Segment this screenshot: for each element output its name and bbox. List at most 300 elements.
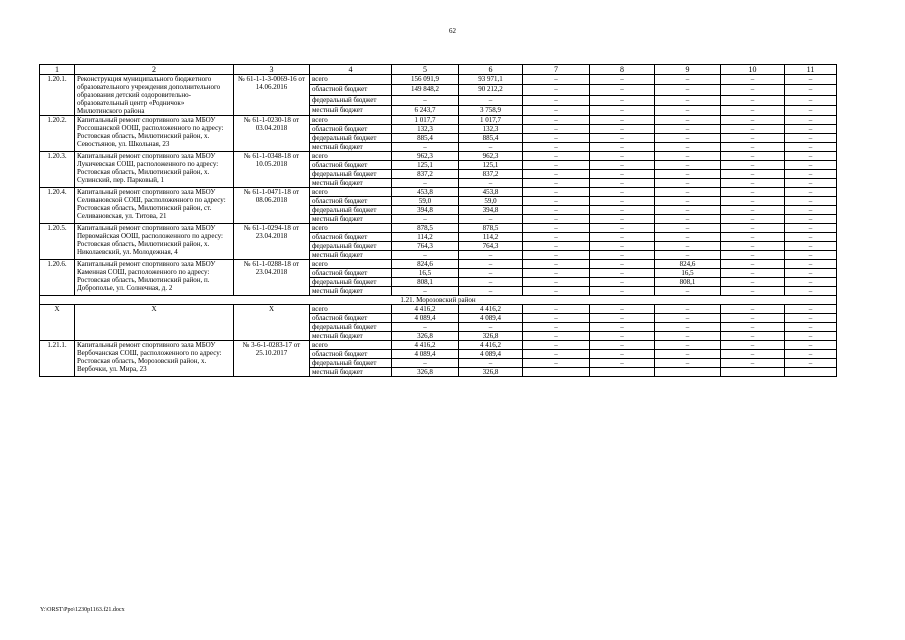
value-cell: –: [590, 152, 655, 161]
value-cell: –: [655, 305, 721, 314]
value-cell: 4 416,2: [392, 305, 459, 314]
value-cell: –: [785, 350, 837, 359]
value-cell: 4 089,4: [392, 350, 459, 359]
value-cell: –: [590, 215, 655, 224]
value-cell: –: [785, 170, 837, 179]
value-cell: 962,3: [459, 152, 523, 161]
item-number: 1.20.3.: [40, 152, 75, 188]
value-cell: –: [459, 95, 523, 105]
value-cell: 4 416,2: [459, 305, 523, 314]
value-cell: 90 212,2: [459, 85, 523, 95]
value-cell: –: [655, 116, 721, 125]
funding-source: местный бюджет: [310, 179, 392, 188]
value-cell: –: [523, 332, 590, 341]
value-cell: –: [655, 85, 721, 95]
value-cell: –: [459, 359, 523, 368]
value-cell: –: [523, 251, 590, 260]
value-cell: –: [721, 170, 785, 179]
value-cell: –: [590, 125, 655, 134]
value-cell: [590, 368, 655, 377]
value-cell: –: [785, 179, 837, 188]
column-header: 1: [40, 65, 75, 75]
value-cell: –: [590, 341, 655, 350]
value-cell: –: [590, 134, 655, 143]
value-cell: –: [655, 170, 721, 179]
value-cell: –: [392, 359, 459, 368]
value-cell: 326,8: [392, 368, 459, 377]
value-cell: –: [721, 359, 785, 368]
value-cell: –: [785, 278, 837, 287]
funding-source: федеральный бюджет: [310, 206, 392, 215]
column-header: 8: [590, 65, 655, 75]
funding-source: федеральный бюджет: [310, 323, 392, 332]
value-cell: –: [523, 287, 590, 296]
value-cell: –: [459, 179, 523, 188]
value-cell: –: [655, 224, 721, 233]
column-header: 6: [459, 65, 523, 75]
value-cell: –: [785, 323, 837, 332]
value-cell: –: [392, 143, 459, 152]
value-cell: –: [655, 314, 721, 323]
value-cell: –: [523, 143, 590, 152]
value-cell: –: [523, 170, 590, 179]
value-cell: –: [785, 152, 837, 161]
value-cell: –: [523, 323, 590, 332]
value-cell: 4 089,4: [459, 314, 523, 323]
value-cell: –: [392, 95, 459, 105]
value-cell: –: [721, 125, 785, 134]
item-number: 1.20.6.: [40, 260, 75, 296]
value-cell: –: [523, 269, 590, 278]
value-cell: –: [459, 278, 523, 287]
value-cell: –: [523, 75, 590, 85]
value-cell: 837,2: [459, 170, 523, 179]
funding-source: всего: [310, 75, 392, 85]
value-cell: –: [590, 323, 655, 332]
value-cell: –: [392, 215, 459, 224]
funding-source: всего: [310, 224, 392, 233]
value-cell: –: [721, 314, 785, 323]
funding-source: областной бюджет: [310, 314, 392, 323]
column-header: 5: [392, 65, 459, 75]
value-cell: –: [785, 143, 837, 152]
object-name: Капитальный ремонт спортивного зала МБОУ Каменная СОШ, расположенного по адресу: Ростовская область, Милютинский район, п. Доброполье, ул. Солнечная, д. 2: [75, 260, 234, 296]
value-cell: –: [590, 170, 655, 179]
value-cell: –: [459, 269, 523, 278]
value-cell: 453,8: [392, 188, 459, 197]
value-cell: 114,2: [392, 233, 459, 242]
budget-table: [39, 64, 837, 377]
value-cell: –: [523, 85, 590, 95]
object-name: Реконструкция муниципального бюджетного образовательного учреждения дополнительного образования детский оздоровительно-образовательный центр «Родничок» Милютинского района: [75, 75, 234, 116]
value-cell: –: [655, 251, 721, 260]
item-number: 1.20.2.: [40, 116, 75, 152]
value-cell: –: [785, 341, 837, 350]
section-row: [40, 296, 837, 305]
funding-source: областной бюджет: [310, 269, 392, 278]
funding-source: федеральный бюджет: [310, 134, 392, 143]
value-cell: –: [523, 206, 590, 215]
value-cell: –: [590, 143, 655, 152]
value-cell: 326,8: [459, 368, 523, 377]
value-cell: –: [590, 197, 655, 206]
value-cell: 1 017,7: [392, 116, 459, 125]
value-cell: –: [721, 75, 785, 85]
funding-source: федеральный бюджет: [310, 170, 392, 179]
value-cell: –: [392, 251, 459, 260]
value-cell: –: [721, 269, 785, 278]
header-row: [40, 65, 837, 75]
value-cell: 878,5: [392, 224, 459, 233]
funding-source: всего: [310, 305, 392, 314]
value-cell: –: [655, 332, 721, 341]
value-cell: 3 758,9: [459, 105, 523, 115]
value-cell: 16,5: [392, 269, 459, 278]
value-cell: –: [721, 188, 785, 197]
column-header: 3: [234, 65, 310, 75]
value-cell: 808,1: [392, 278, 459, 287]
value-cell: –: [590, 233, 655, 242]
value-cell: –: [590, 305, 655, 314]
item-number: 1.20.5.: [40, 224, 75, 260]
value-cell: 824,6: [392, 260, 459, 269]
value-cell: –: [721, 287, 785, 296]
value-cell: 149 848,2: [392, 85, 459, 95]
value-cell: 326,8: [392, 332, 459, 341]
value-cell: 1 017,7: [459, 116, 523, 125]
value-cell: –: [785, 242, 837, 251]
funding-source: местный бюджет: [310, 332, 392, 341]
value-cell: –: [590, 269, 655, 278]
value-cell: 4 416,2: [392, 341, 459, 350]
value-cell: –: [523, 95, 590, 105]
value-cell: 764,3: [392, 242, 459, 251]
value-cell: –: [459, 143, 523, 152]
value-cell: –: [721, 233, 785, 242]
value-cell: –: [785, 75, 837, 85]
value-cell: –: [459, 287, 523, 296]
value-cell: –: [785, 105, 837, 115]
section-title: 1.21. Морозовский район: [40, 296, 837, 305]
value-cell: –: [523, 359, 590, 368]
value-cell: –: [655, 125, 721, 134]
value-cell: –: [590, 179, 655, 188]
table-row: [40, 188, 837, 197]
value-cell: –: [590, 75, 655, 85]
value-cell: –: [721, 161, 785, 170]
funding-source: всего: [310, 188, 392, 197]
value-cell: 394,8: [459, 206, 523, 215]
value-cell: –: [459, 323, 523, 332]
value-cell: 16,5: [655, 269, 721, 278]
value-cell: –: [392, 323, 459, 332]
value-cell: –: [655, 105, 721, 115]
table-row: [40, 224, 837, 233]
column-header: 11: [785, 65, 837, 75]
value-cell: –: [590, 95, 655, 105]
value-cell: 764,3: [459, 242, 523, 251]
value-cell: –: [590, 314, 655, 323]
value-cell: –: [523, 233, 590, 242]
table-row: [40, 341, 837, 350]
value-cell: 59,0: [392, 197, 459, 206]
item-number: 1.20.4.: [40, 188, 75, 224]
value-cell: –: [655, 95, 721, 105]
value-cell: 326,8: [459, 332, 523, 341]
value-cell: –: [721, 215, 785, 224]
registration-number: Х: [234, 305, 310, 341]
value-cell: –: [785, 359, 837, 368]
value-cell: –: [785, 215, 837, 224]
value-cell: –: [523, 188, 590, 197]
value-cell: –: [655, 233, 721, 242]
funding-source: местный бюджет: [310, 143, 392, 152]
value-cell: –: [655, 161, 721, 170]
value-cell: –: [590, 287, 655, 296]
value-cell: –: [523, 161, 590, 170]
value-cell: –: [655, 350, 721, 359]
value-cell: –: [655, 197, 721, 206]
value-cell: –: [655, 287, 721, 296]
value-cell: 132,3: [392, 125, 459, 134]
value-cell: 59,0: [459, 197, 523, 206]
value-cell: 878,5: [459, 224, 523, 233]
value-cell: 114,2: [459, 233, 523, 242]
value-cell: –: [523, 305, 590, 314]
value-cell: 6 243,7: [392, 105, 459, 115]
value-cell: –: [590, 332, 655, 341]
value-cell: 4 089,4: [459, 350, 523, 359]
value-cell: –: [655, 323, 721, 332]
table-row: [40, 305, 837, 314]
object-name: Капитальный ремонт спортивного зала МБОУ Лукичевская СОШ, расположенного по адресу: Ростовская область, Милютинский район, х. Сулинский, пер. Парковый, 1: [75, 152, 234, 188]
item-number: Х: [40, 305, 75, 341]
value-cell: –: [523, 134, 590, 143]
value-cell: –: [459, 260, 523, 269]
value-cell: –: [590, 350, 655, 359]
value-cell: –: [590, 188, 655, 197]
registration-number: № 61-1-0230-18 от 03.04.2018: [234, 116, 310, 152]
value-cell: –: [655, 359, 721, 368]
value-cell: –: [785, 224, 837, 233]
funding-source: областной бюджет: [310, 350, 392, 359]
funding-source: всего: [310, 260, 392, 269]
value-cell: –: [785, 161, 837, 170]
value-cell: –: [785, 85, 837, 95]
funding-source: областной бюджет: [310, 125, 392, 134]
value-cell: –: [590, 85, 655, 95]
value-cell: –: [655, 215, 721, 224]
registration-number: № 61-1-0471-18 от 08.06.2018: [234, 188, 310, 224]
object-name: Капитальный ремонт спортивного зала МБОУ Селивановской СОШ, расположенного по адресу: Ростовская область, Милютинский район, ст. Селивановская, ул. Титова, 21: [75, 188, 234, 224]
value-cell: –: [721, 251, 785, 260]
value-cell: 453,8: [459, 188, 523, 197]
value-cell: –: [590, 242, 655, 251]
value-cell: –: [785, 305, 837, 314]
value-cell: 885,4: [459, 134, 523, 143]
object-name: Капитальный ремонт спортивного зала МБОУ Первомайская ООШ, расположенного по адресу: Ростовская область, Милютинский район, х. Николаевский, ул. Молодежная, 4: [75, 224, 234, 260]
value-cell: –: [655, 143, 721, 152]
value-cell: –: [523, 125, 590, 134]
value-cell: –: [655, 134, 721, 143]
funding-source: всего: [310, 116, 392, 125]
value-cell: –: [785, 206, 837, 215]
funding-source: федеральный бюджет: [310, 278, 392, 287]
value-cell: –: [785, 188, 837, 197]
value-cell: 394,8: [392, 206, 459, 215]
value-cell: 156 091,9: [392, 75, 459, 85]
value-cell: –: [392, 287, 459, 296]
value-cell: –: [392, 179, 459, 188]
item-number: 1.20.1.: [40, 75, 75, 116]
object-name: Капитальный ремонт спортивного зала МБОУ Вербочанская СОШ, расположенного по адресу: Ростовская область, Морозовский район, х. Вербочки, ул. Мира, 23: [75, 341, 234, 377]
value-cell: –: [590, 251, 655, 260]
registration-number: № 61-1-0288-18 от 23.04.2018: [234, 260, 310, 296]
value-cell: –: [655, 242, 721, 251]
value-cell: –: [523, 116, 590, 125]
column-header: 9: [655, 65, 721, 75]
value-cell: 885,4: [392, 134, 459, 143]
value-cell: –: [459, 251, 523, 260]
value-cell: 962,3: [392, 152, 459, 161]
value-cell: –: [721, 242, 785, 251]
value-cell: –: [721, 152, 785, 161]
value-cell: –: [523, 350, 590, 359]
table-row: [40, 260, 837, 269]
value-cell: 4 416,2: [459, 341, 523, 350]
value-cell: –: [785, 314, 837, 323]
column-header: 2: [75, 65, 234, 75]
value-cell: –: [523, 278, 590, 287]
value-cell: –: [655, 179, 721, 188]
value-cell: –: [590, 278, 655, 287]
value-cell: [655, 368, 721, 377]
value-cell: –: [721, 332, 785, 341]
object-name: Х: [75, 305, 234, 341]
value-cell: –: [523, 152, 590, 161]
value-cell: –: [523, 242, 590, 251]
table-row: [40, 152, 837, 161]
funding-source: федеральный бюджет: [310, 95, 392, 105]
funding-source: областной бюджет: [310, 161, 392, 170]
funding-source: местный бюджет: [310, 287, 392, 296]
value-cell: [721, 368, 785, 377]
value-cell: –: [590, 359, 655, 368]
value-cell: 4 089,4: [392, 314, 459, 323]
value-cell: –: [785, 287, 837, 296]
value-cell: –: [785, 332, 837, 341]
value-cell: –: [721, 85, 785, 95]
value-cell: 132,3: [459, 125, 523, 134]
value-cell: –: [721, 224, 785, 233]
value-cell: –: [523, 197, 590, 206]
column-header: 10: [721, 65, 785, 75]
value-cell: –: [721, 206, 785, 215]
value-cell: [785, 368, 837, 377]
funding-source: местный бюджет: [310, 215, 392, 224]
file-path-footer: Y:\ORST\Ppo\1230p1163.f21.docx: [40, 607, 125, 613]
value-cell: 837,2: [392, 170, 459, 179]
value-cell: –: [721, 95, 785, 105]
value-cell: –: [523, 260, 590, 269]
value-cell: –: [721, 105, 785, 115]
page-number: 62: [449, 27, 456, 35]
value-cell: –: [590, 161, 655, 170]
value-cell: –: [785, 260, 837, 269]
value-cell: –: [459, 215, 523, 224]
value-cell: –: [721, 350, 785, 359]
object-name: Капитальный ремонт спортивного зала МБОУ Россошанской ООШ, расположенного по адресу: Ростовская область, Милютинский район, х. Севостьянов, ул. Школьная, 23: [75, 116, 234, 152]
value-cell: –: [785, 233, 837, 242]
column-header: 7: [523, 65, 590, 75]
value-cell: –: [721, 143, 785, 152]
value-cell: –: [590, 116, 655, 125]
value-cell: –: [721, 323, 785, 332]
value-cell: –: [785, 125, 837, 134]
value-cell: –: [785, 116, 837, 125]
value-cell: –: [655, 206, 721, 215]
value-cell: 125,1: [392, 161, 459, 170]
value-cell: –: [785, 269, 837, 278]
value-cell: –: [785, 197, 837, 206]
value-cell: –: [655, 341, 721, 350]
value-cell: –: [721, 260, 785, 269]
registration-number: № 61-1-1-3-0069-16 от 14.06.2016: [234, 75, 310, 116]
funding-source: федеральный бюджет: [310, 242, 392, 251]
value-cell: –: [721, 341, 785, 350]
value-cell: –: [590, 224, 655, 233]
value-cell: –: [655, 75, 721, 85]
value-cell: –: [523, 314, 590, 323]
value-cell: [523, 368, 590, 377]
value-cell: –: [590, 206, 655, 215]
value-cell: 93 971,1: [459, 75, 523, 85]
value-cell: 125,1: [459, 161, 523, 170]
value-cell: –: [785, 134, 837, 143]
table-row: [40, 75, 837, 85]
value-cell: –: [523, 105, 590, 115]
funding-source: федеральный бюджет: [310, 359, 392, 368]
value-cell: –: [590, 260, 655, 269]
value-cell: –: [721, 305, 785, 314]
value-cell: –: [785, 95, 837, 105]
value-cell: –: [721, 116, 785, 125]
funding-source: всего: [310, 152, 392, 161]
funding-source: областной бюджет: [310, 197, 392, 206]
funding-source: областной бюджет: [310, 233, 392, 242]
value-cell: –: [655, 152, 721, 161]
funding-source: местный бюджет: [310, 105, 392, 115]
table-row: [40, 116, 837, 125]
funding-source: местный бюджет: [310, 368, 392, 377]
funding-source: всего: [310, 341, 392, 350]
value-cell: –: [721, 197, 785, 206]
value-cell: –: [523, 179, 590, 188]
item-number: 1.21.1.: [40, 341, 75, 377]
registration-number: № 3-6-1-0283-17 от 25.10.2017: [234, 341, 310, 377]
value-cell: –: [590, 105, 655, 115]
value-cell: –: [523, 215, 590, 224]
value-cell: 808,1: [655, 278, 721, 287]
value-cell: –: [785, 251, 837, 260]
column-header: 4: [310, 65, 392, 75]
registration-number: № 61-1-0294-18 от 23.04.2018: [234, 224, 310, 260]
value-cell: –: [721, 278, 785, 287]
value-cell: –: [523, 341, 590, 350]
registration-number: № 61-1-0348-18 от 10.05.2018: [234, 152, 310, 188]
funding-source: областной бюджет: [310, 85, 392, 95]
value-cell: –: [655, 188, 721, 197]
